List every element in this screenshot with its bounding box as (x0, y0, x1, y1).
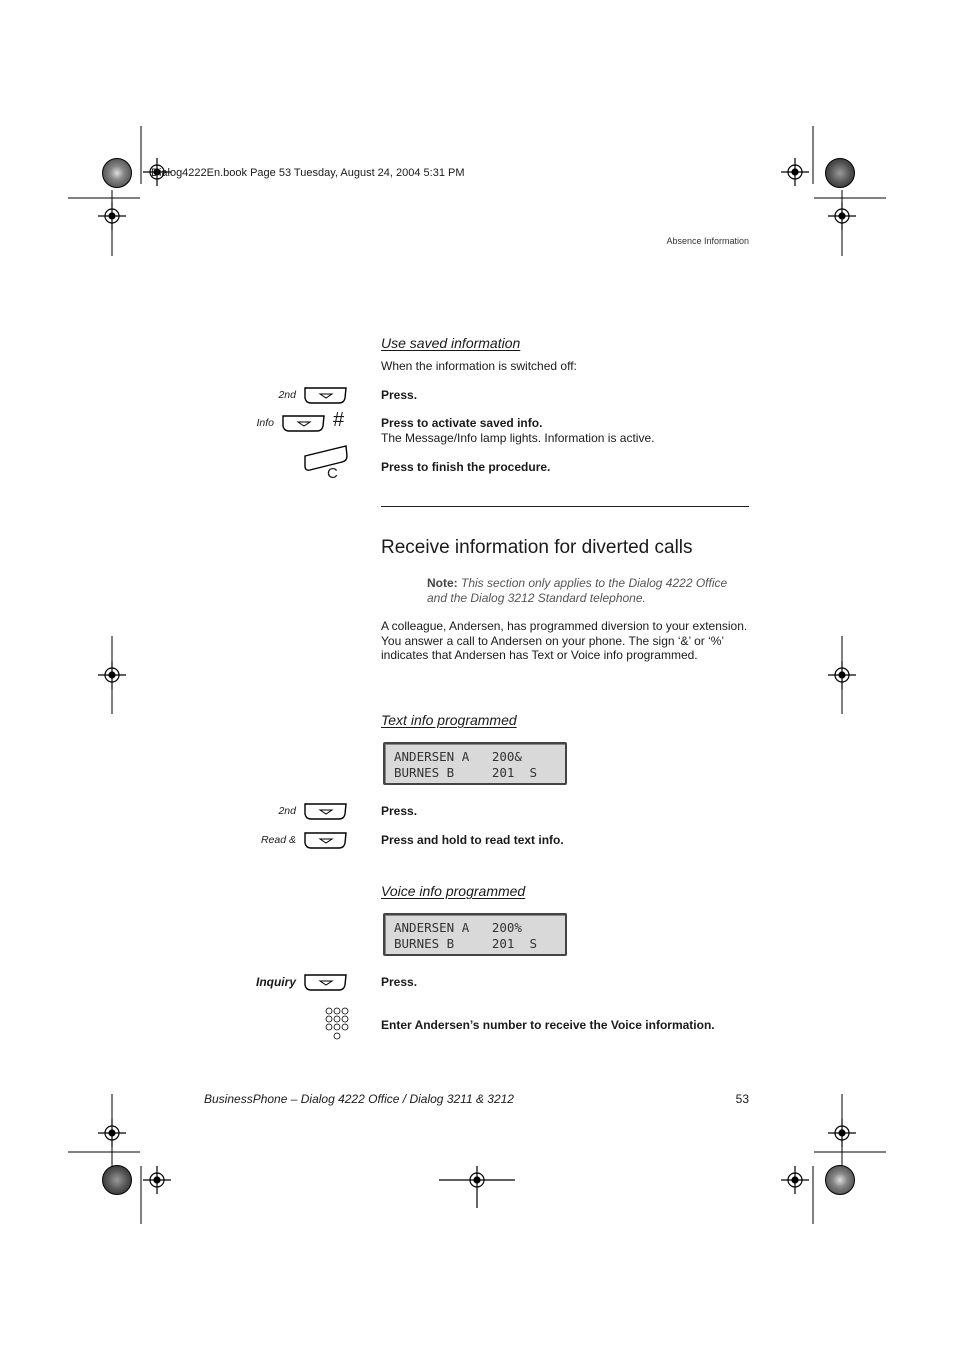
key-label: 2nd (278, 805, 296, 817)
step-note: The Message/Info lamp lights. Information is active. (381, 431, 655, 445)
section-title: Receive information for diverted calls (381, 537, 693, 558)
key-label: Info (256, 417, 274, 429)
clear-key-label: C (327, 465, 338, 482)
intro-paragraph: A colleague, Andersen, has programmed diversion to your extension. You answer a call to Andersen on your phone. The sign ‘&’ or ‘%’ indicates that Andersen has Text or Voice info programmed. (381, 619, 748, 662)
step-text: Press to finish the procedure. (381, 460, 551, 474)
step-text: Press and hold to read text info. (381, 833, 564, 847)
phone-display (383, 742, 567, 785)
key-label: Read & (260, 834, 296, 846)
key-inquiry-icon[interactable] (302, 972, 348, 992)
step-text: Press. (381, 388, 418, 402)
subheading-text-info: Text info programmed (381, 712, 517, 728)
section-divider (381, 506, 749, 507)
note-block (427, 576, 749, 605)
step-text: Press. (381, 804, 418, 818)
clear-key-icon[interactable] (302, 444, 350, 474)
key-2nd-icon[interactable] (302, 385, 348, 405)
display-line: ANDERSEN A 200& (394, 749, 522, 764)
note-text: This section only applies to the Dialog 4222 Office and the Dialog 3212 Standard telephone. (427, 576, 728, 605)
step-text: Press to activate saved info. (381, 416, 543, 430)
intro-text: When the information is switched off: (381, 359, 577, 373)
step-text: Enter Andersen’s number to receive the Voice information. (381, 1018, 715, 1032)
subheading-voice-info: Voice info programmed (381, 883, 526, 899)
footer-title: BusinessPhone – Dialog 4222 Office / Dialog 3211 & 3212 (204, 1092, 514, 1106)
keypad-icon[interactable] (324, 1006, 350, 1042)
key-info-icon[interactable] (280, 413, 326, 433)
running-head: Absence Information (666, 236, 749, 246)
key-read-icon[interactable] (302, 830, 348, 850)
key-label: 2nd (278, 389, 296, 401)
print-header: Dialog4222En.book Page 53 Tuesday, August 24, 2004 5:31 PM (151, 167, 465, 179)
page-number: 53 (735, 1092, 749, 1106)
subheading-use-saved: Use saved information (381, 335, 521, 351)
note-label: Note: (427, 576, 458, 590)
display-line: BURNES B 201 S (394, 936, 537, 951)
display-line: BURNES B 201 S (394, 765, 537, 780)
key-label: Inquiry (255, 975, 296, 989)
phone-display (383, 913, 567, 956)
key-2nd-icon[interactable] (302, 801, 348, 821)
step-text: Press. (381, 975, 418, 989)
hash-key-icon[interactable]: # (333, 409, 345, 431)
display-line: ANDERSEN A 200% (394, 920, 522, 935)
